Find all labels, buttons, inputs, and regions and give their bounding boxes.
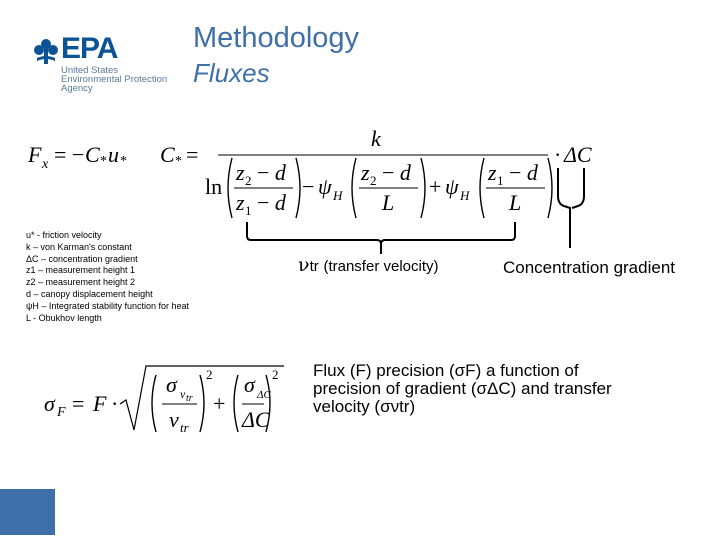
flux-precision-text <box>313 362 713 416</box>
svg-text:v: v <box>180 387 186 401</box>
svg-text:tr: tr <box>186 393 193 404</box>
svg-text:σ: σ <box>44 391 55 416</box>
svg-text:tr: tr <box>180 420 189 435</box>
svg-text:L: L <box>382 190 395 215</box>
legend-item: ψH – Integrated stability function for heat <box>26 300 190 311</box>
svg-text:C: C <box>160 142 175 167</box>
svg-text:1: 1 <box>245 203 252 218</box>
legend-item: z1 – measurement height 1 <box>26 265 136 276</box>
svg-text:z: z <box>488 160 497 185</box>
svg-text:k: k <box>371 126 381 151</box>
svg-text:−: − <box>302 174 315 199</box>
transfer-velocity-label <box>298 254 439 276</box>
gradient-bracket <box>558 168 584 248</box>
svg-text:*: * <box>175 154 182 169</box>
svg-text:2: 2 <box>206 367 213 382</box>
svg-text:F: F <box>28 142 42 167</box>
concentration-scale-equation <box>160 126 592 218</box>
variable-legend <box>26 230 189 324</box>
svg-text:=: = <box>72 391 85 416</box>
svg-text:x: x <box>42 157 49 172</box>
flux-equation <box>27 142 127 172</box>
legend-item: L - Obukhov length <box>26 312 102 323</box>
svg-text:σ: σ <box>244 372 255 397</box>
svg-text:z: z <box>236 160 245 185</box>
nu-subscript: tr <box>309 258 319 275</box>
svg-text:*: * <box>120 154 127 169</box>
svg-text:+: + <box>429 174 442 199</box>
legend-item: u* - friction velocity <box>26 230 102 240</box>
svg-text:*: * <box>100 154 107 169</box>
svg-text:=: = <box>186 142 199 167</box>
svg-text:z: z <box>236 190 245 215</box>
svg-text:− d: − d <box>382 160 411 185</box>
svg-text:2: 2 <box>272 367 279 382</box>
page-title: Methodology <box>193 22 360 54</box>
nu-symbol: ν <box>298 254 310 276</box>
legend-item: d – canopy displacement height <box>26 288 153 299</box>
legend-item: z2 – measurement height 2 <box>26 277 136 288</box>
svg-text:ψ: ψ <box>318 174 332 199</box>
svg-text:F: F <box>93 391 107 416</box>
logo-line-1: United States <box>61 65 119 76</box>
epa-wordmark: EPA <box>61 32 118 65</box>
transfer-velocity-bracket <box>247 222 515 254</box>
svg-text:1: 1 <box>497 173 504 188</box>
transfer-velocity-text: (transfer velocity) <box>323 258 439 275</box>
svg-text:ψ: ψ <box>445 174 459 199</box>
svg-text:ΔC: ΔC <box>257 389 271 401</box>
svg-text:− d: − d <box>257 190 286 215</box>
svg-text:ΔC: ΔC <box>564 142 592 167</box>
svg-text:σ: σ <box>166 372 177 397</box>
svg-text:L: L <box>509 190 522 215</box>
svg-text:·: · <box>554 142 562 167</box>
svg-text:C: C <box>85 142 100 167</box>
flux-text-line-1: Flux (F) precision (σF) a function of <box>313 361 579 380</box>
svg-text:2: 2 <box>370 173 377 188</box>
svg-text:2: 2 <box>245 173 252 188</box>
svg-text:u: u <box>108 142 119 167</box>
svg-text:z: z <box>361 160 370 185</box>
svg-text:H: H <box>333 188 343 203</box>
footer-accent-box <box>0 489 55 535</box>
svg-text:− d: − d <box>257 160 286 185</box>
svg-text:F: F <box>57 405 66 420</box>
svg-text:v: v <box>169 407 179 432</box>
svg-text:H: H <box>460 188 470 203</box>
flux-text-line-3: velocity (σνtr) <box>313 397 416 416</box>
legend-item: k – von Karman's constant <box>26 241 132 252</box>
concentration-gradient-label: Concentration gradient <box>503 258 676 277</box>
logo-line-3: Agency <box>61 83 93 94</box>
flux-text-line-2: precision of gradient (σΔC) and transfer <box>313 379 612 398</box>
svg-text:ΔC: ΔC <box>242 407 270 432</box>
svg-text:·: · <box>111 391 119 416</box>
logo-line-2: Environmental Protection <box>61 74 168 85</box>
svg-text:+: + <box>213 391 226 416</box>
page-subtitle: Fluxes <box>193 58 270 88</box>
legend-item: ΔC – concentration gradient <box>26 253 138 264</box>
precision-equation <box>44 366 284 435</box>
svg-text:− d: − d <box>509 160 538 185</box>
svg-text:= −: = − <box>54 142 85 167</box>
svg-text:ln: ln <box>205 174 223 199</box>
